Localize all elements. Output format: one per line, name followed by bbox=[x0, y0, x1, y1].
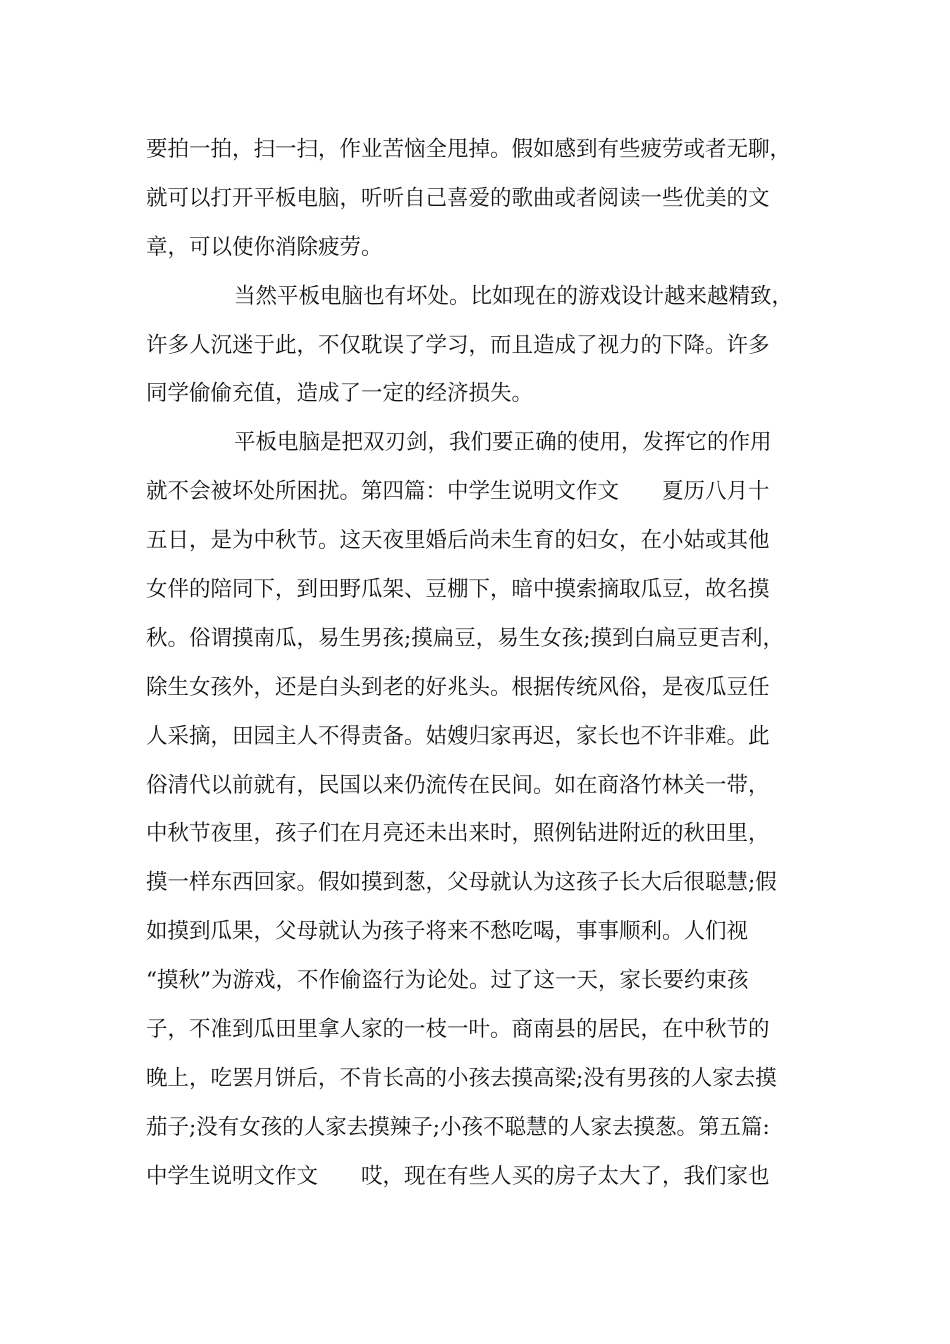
text-line: 如摸到瓜果，父母就认为孩子将来不愁吃喝，事事顺利。人们视 bbox=[146, 919, 749, 945]
paragraph-start-line: 平板电脑是把双刃剑，我们要正确的使用，发挥它的作用 bbox=[234, 430, 772, 456]
text-line: 除生女孩外，还是白头到老的好兆头。根据传统风俗，是夜瓜豆任 bbox=[146, 674, 770, 700]
text-line: 女伴的陪同下，到田野瓜架、豆棚下，暗中摸索摘取瓜豆，故名摸 bbox=[146, 577, 770, 603]
paragraph-start-line: 当然平板电脑也有坏处。比如现在的游戏设计越来越精致， bbox=[234, 283, 794, 309]
text-line: 子，不准到瓜田里拿人家的一枝一叶。商南县的居民，在中秋节的 bbox=[146, 1017, 770, 1043]
text-line: 许多人沉迷于此，不仅耽误了学习，而且造成了视力的下降。许多 bbox=[146, 332, 770, 358]
text-line: “摸秋”为游戏，不作偷盗行为论处。过了这一天，家长要约束孩 bbox=[146, 968, 749, 994]
body-text bbox=[146, 126, 816, 1202]
text-line: 茄子;没有女孩的人家去摸辣子;小孩不聪慧的人家去摸葱。第五篇: bbox=[146, 1114, 770, 1140]
text-line: 秋。俗谓摸南瓜，易生男孩;摸扁豆，易生女孩;摸到白扁豆更吉利， bbox=[146, 625, 784, 651]
text-line: 五日，是为中秋节。这天夜里婚后尚未生育的妇女，在小姑或其他 bbox=[146, 528, 770, 554]
text-line: 要拍一拍，扫一扫，作业苦恼全甩掉。假如感到有些疲劳或者无聊， bbox=[146, 137, 792, 162]
text-line: 俗清代以前就有，民国以来仍流传在民间。如在商洛竹林关一带， bbox=[146, 772, 770, 798]
text-line: 就可以打开平板电脑，听听自己喜爱的歌曲或者阅读一些优美的文 bbox=[146, 185, 770, 211]
text-line: 中学生说明文作文 哎，现在有些人买的房子太大了，我们家也 bbox=[146, 1163, 770, 1189]
text-line: 中秋节夜里，孩子们在月亮还未出来时，照例钻进附近的秋田里， bbox=[146, 821, 770, 847]
text-line: 晚上，吃罢月饼后，不肯长高的小孩去摸高梁;没有男孩的人家去摸 bbox=[146, 1065, 777, 1091]
text-line: 人采摘，田园主人不得责备。姑嫂归家再迟，家长也不许非难。此 bbox=[146, 723, 770, 749]
text-line: 同学偷偷充值，造成了一定的经济损失。 bbox=[146, 381, 534, 407]
text-line: 章，可以使你消除疲劳。 bbox=[146, 234, 383, 260]
text-line: 就不会被坏处所困扰。第四篇：中学生说明文作文 夏历八月十 bbox=[146, 479, 770, 505]
text-line: 摸一样东西回家。假如摸到葱，父母就认为这孩子长大后很聪慧;假 bbox=[146, 870, 777, 896]
